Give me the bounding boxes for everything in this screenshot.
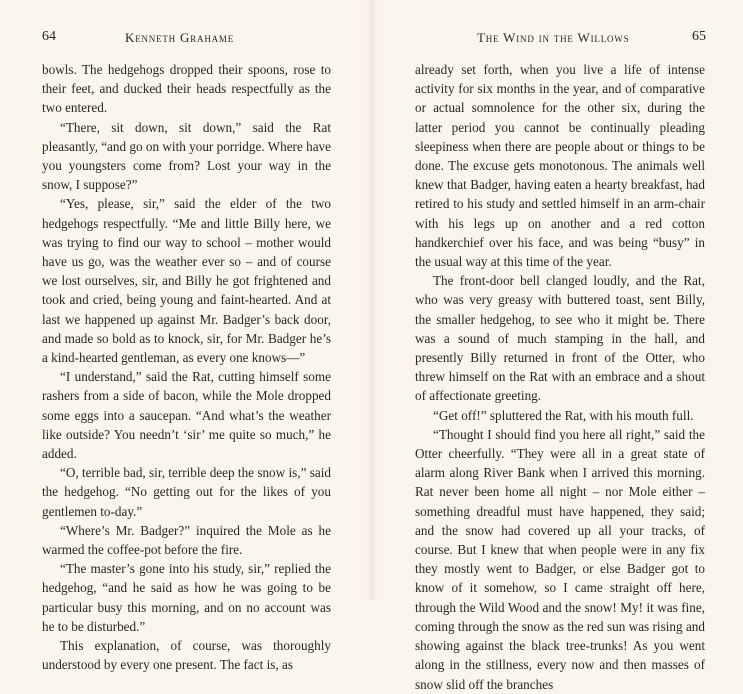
paragraph: “Thought I should find you here all right,” said the Otter cheerfully. “They were all in a great state of alarm along River Bank when I arrived this morning. Rat never been home all night – nor Mole either – something dreadful must have happened, they said; and the snow had covered up all your tracks, of course. But I knew that when people were in any fix they mostly went to Badger, or else Badger got to know of it somehow, so I came straight off here, through the Wild Wood and the snow! My! it was fine, coming through the snow as the red sun was rising and showing against the black tree-trunks! As you went along in the stillness, every now and then masses of snow slid off the branches [415, 426, 705, 692]
page-number: 65 [692, 29, 706, 44]
paragraph: “Get off!” spluttered the Rat, with his mouth full. [433, 407, 694, 423]
paragraph: “Yes, please, sir,” said the elder of the two hedgehogs respectfully. “Me and little Billy here, we was trying to find our way to school – mother would have us go, was the weather ever so – and of course we lost ourselves, sir, and Billy he got frightened and took and cried, being young and faint-hearted. And at last we happened up against Mr. Badger’s back door, and made so bold as to knock, sir, for Mr. Badger he’s a kind-hearted gentleman, as every one knows—” [42, 196, 331, 366]
page-body [415, 60, 705, 694]
paragraph: This explanation, of course, was thoroughly understood by every one present. The fact is, as [42, 638, 331, 673]
paragraph: The front-door bell clanged loudly, and the Rat, who was very greasy with buttered toast, sent Billy, the smaller hedgehog, to see who it might be. There was a sound of much stamping in the hall, and presently Billy returned in front of the Otter, who threw himself on the Rat with an embrace and a shout of affectionate greeting. [415, 273, 705, 404]
paragraph: bowls. The hedgehogs dropped their spoons, rose to their feet, and ducked their heads respectfully as the two entered. [42, 62, 331, 116]
right-page [372, 0, 743, 692]
paragraph: “Where’s Mr. Badger?” inquired the Mole as he warmed the coffee-pot before the fire. [42, 522, 331, 558]
paragraph: “O, terrible bad, sir, terrible deep the snow is,” said the hedgehog. “No getting out for the likes of you gentlemen to-day.” [42, 465, 331, 519]
paragraph: “I understand,” said the Rat, cutting himself some rashers from a side of bacon, while the Mole dropped some eggs into a saucepan. “And what’s the weather like outside? You needn’t ‘sir’ me quite so much,” he added. [42, 369, 331, 462]
page-number: 64 [42, 29, 56, 44]
running-head-title: The Wind in the Willows [477, 30, 630, 45]
running-head-author: Kenneth Grahame [125, 30, 235, 45]
left-page [0, 0, 371, 673]
paragraph: “The master’s gone into his study, sir,” replied the hedgehog, “and he said as how he was going to be particular busy this morning, and on no account was he to be disturbed.” [42, 561, 331, 634]
page-body [42, 60, 331, 675]
paragraph: already set forth, when you live a life of intense activity for six months in the year, and of comparative or actual somnolence for the other six, during the latter period you cannot be continually pleading sleepiness when there are people about or things to be done. The excuse gets monotonous. The animals well knew that Badger, having eaten a hearty breakfast, had retired to his study and settled himself in an arm-chair with his legs up on another and a red cotton handkerchief over his face, and was being “busy” in the usual way at this time of the year. [415, 62, 705, 270]
paragraph: “There, sit down, sit down,” said the Rat pleasantly, “and go on with your porridge. Where have you youngsters come from? Lost your way in the snow, I suppose?” [42, 119, 331, 193]
